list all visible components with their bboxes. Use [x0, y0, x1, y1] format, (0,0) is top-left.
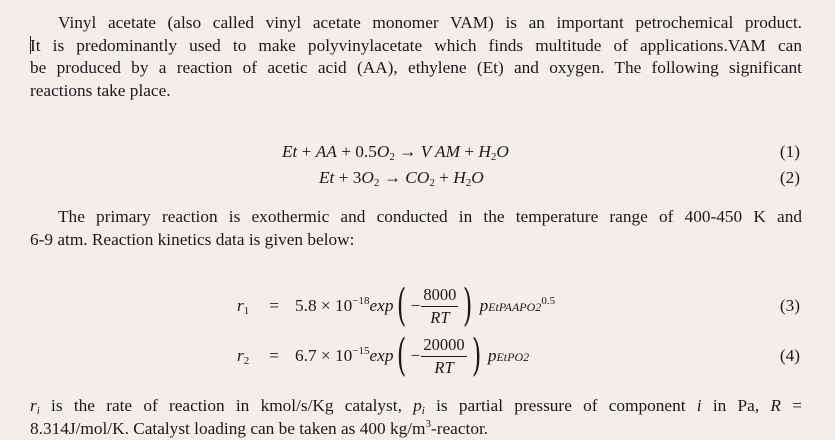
rate-1-numerator: 8000	[421, 285, 458, 307]
left-paren: (	[397, 334, 406, 378]
rate-equation-2	[237, 328, 529, 384]
equation-number-1: (1)	[780, 142, 800, 162]
rate-equation-1	[237, 278, 555, 334]
rate-2-fraction	[421, 335, 466, 378]
right-paren: )	[463, 284, 472, 328]
intro-line-1: Vinyl acetate (also called vinyl acetate monomer VAM) is an important petrochemical product.	[30, 12, 802, 35]
rate-1-lhs: $r_1$	[237, 296, 249, 316]
equation-number-3: (3)	[780, 296, 800, 316]
footer-line-1: $r_i$ is the rate of reaction in kmol/s/Kg catalyst, $p_i$ is partial pressure of component i in Pa, R =	[30, 395, 802, 418]
reaction-equation-1: Et + AA + $0.5O_2 \to V$ AM + $H_2O$	[282, 142, 509, 162]
rate-1-fraction	[421, 285, 458, 328]
intro-line-2-text: It is predominantly used to make polyvinylacetate which finds multitude of applications.VAM can	[30, 36, 802, 55]
right-paren: )	[472, 334, 481, 378]
equation-number-4: (4)	[780, 346, 800, 366]
kinetics-line-2: 6-9 atm. Reaction kinetics data is given below:	[30, 229, 802, 252]
intro-line-4: reactions take place.	[30, 80, 802, 103]
reaction-equation-2: $Et + 3O_2 \to CO_2 + H_2O$	[319, 168, 484, 188]
footer-paragraph	[30, 395, 802, 440]
footer-line-2: 8.314J/mol/K. Catalyst loading can be taken as 400 $kg/m^3$-reactor.	[30, 418, 802, 440]
rate-1-pressures: $pEtPAAPO2^{0.5}$	[480, 296, 556, 316]
rate-2-equals: =	[269, 346, 279, 366]
left-paren: (	[397, 284, 406, 328]
rate-2-denominator: RT	[434, 357, 453, 378]
rate-2-lhs: $r_2$	[237, 346, 249, 366]
rate-2-coefficient: $6.7 \times 10^{-15}$	[295, 346, 370, 366]
rate-2-pressures: pEtPO2	[488, 346, 529, 366]
rate-1-equals: =	[269, 296, 279, 316]
intro-line-2	[30, 35, 802, 58]
minus-sign: −	[411, 296, 421, 316]
rate-2-exp: exp	[369, 346, 393, 366]
intro-paragraph	[30, 12, 802, 102]
kinetics-line-1: The primary reaction is exothermic and conducted in the temperature range of 400-450 K and	[30, 206, 802, 229]
kinetics-paragraph	[30, 206, 802, 251]
minus-sign: −	[411, 346, 421, 366]
intro-line-3: be produced by a reaction of acetic acid (AA), ethylene (Et) and oxygen. The following significant	[30, 57, 802, 80]
rate-2-numerator: 20000	[421, 335, 466, 357]
rate-1-denominator: RT	[430, 307, 449, 328]
rate-1-exp: exp	[369, 296, 393, 316]
rate-1-coefficient: $5.8 \times 10^{-18}$	[295, 296, 370, 316]
equation-number-2: (2)	[780, 168, 800, 188]
